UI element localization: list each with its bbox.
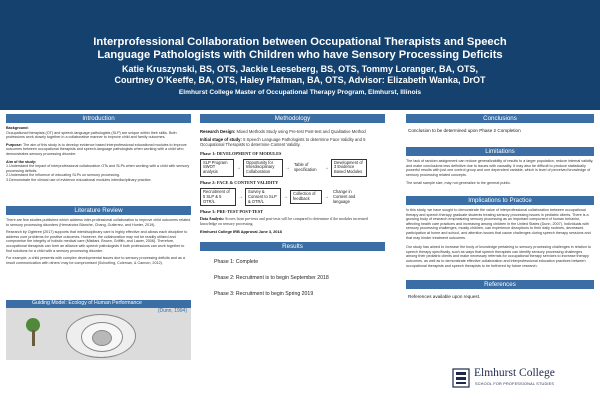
irb-approval: Elmhurst College IRB Approval June 3, 2018	[200, 228, 282, 234]
phase2-flow	[200, 188, 385, 206]
conclusions-text: Conclusion to be determined upon Phase 2 Completion	[408, 128, 521, 133]
authors-line-1: Katie Kruszynski, BS, OTS, Jackie Leeseberg, BS, OTS, Tommy Loranger, BA, OTS,	[122, 64, 478, 74]
conclusions-heading: Conclusions	[406, 114, 594, 123]
phase2-label: Phase 2: FACE & CONTENT VALIDITY	[200, 180, 279, 185]
model-circle-inner	[92, 330, 112, 346]
literature-p3: For example, a child presents with complex developmental issues due to sensory processing deficits and as a result communication with others' may be compromised (Schoeling, Coleman, & Cannon, 2012).	[6, 256, 185, 265]
implications-p2: Our study has aimed to increase the body of knowledge pertaining to sensory processing challenges in relation to speech therapy specifically, such as ways that speech therapists can identify sensory processing challenges among their pediatric clients and make necessary referrals for occupational therapy services to increase therapy outcomes, as well as to demonstrate effective collaboration and interprofessional education practices between occupational therapists and speech therapists to be furthered by future research.	[406, 245, 591, 268]
literature-body	[6, 218, 191, 298]
background-label: Background:	[6, 126, 29, 130]
purpose-text: The aim of this study is to develop evidence based interprofessional educational modules to improve outcomes between occupational therapists and speech-language pathologists when working with a child who demonstrates sensory processing disorder.	[6, 142, 187, 156]
literature-heading: Literature Review	[6, 206, 191, 215]
column-right	[406, 114, 594, 299]
arrow-icon: →	[324, 194, 329, 201]
background-text: Occupational therapists (OT) and speech-language pathologists (SLP) are unique within their skills. Both professions work closely together in a collaborative manner to improve child and family outcomes.	[6, 130, 177, 140]
arrow-icon: →	[236, 164, 241, 171]
design-label: Research Design:	[200, 129, 236, 134]
limitations-p2: The small sample size, may not generalize to the general public.	[406, 181, 511, 186]
phase2-box-4: Change in Content and language	[331, 189, 363, 205]
limitations-heading: Limitations	[406, 147, 594, 156]
arrow-icon: →	[238, 194, 243, 201]
arrow-icon: →	[285, 164, 290, 171]
literature-p2: Research by Ogletree (2017) supports that interdisciplinary care is highly effective and allows each discipline to address core problems for positive outcomes. However, the collaboration may not be readily utilized and compromise the integrity of holistic medical care (Mistlani, Brown, Griffith, and Lawer, 2006). Therefore, occupational therapists can form an alliance with speech pathologists if both professions can work together to find solutions for a child with a sensory processing disorder.	[6, 230, 188, 253]
introduction-body	[6, 126, 191, 206]
phase1-box-4: Development of 3 Evidence Based Modules	[331, 159, 367, 177]
authors-line-2: Courtney O’Keeffe, BA, OTS, Haley Pfafman, BA, OTS, Advisor: Elizabeth Wanka, DrOT	[114, 75, 486, 85]
column-left	[6, 114, 191, 360]
affiliation: Elmhurst College Master of Occupational Therapy Program, Elmhurst, Illinois	[178, 89, 422, 96]
authors	[0, 64, 600, 86]
arrow-icon: →	[283, 194, 288, 201]
methodology-heading: Methodology	[200, 114, 385, 123]
aim-item-3: 3.Demonstrate the clinical use of evidence educational modules interdisciplinary practice.	[6, 177, 152, 182]
column-middle	[200, 114, 385, 297]
logo-subtitle: SCHOOL FOR PROFESSIONAL STUDIES	[475, 382, 555, 386]
poster-title	[0, 36, 600, 62]
purpose-label: Purpose:	[6, 142, 22, 147]
data-analysis-text: Scores from pre-tests and post-tests will be compared to determine if the modules increased knowledge on sensory processing.	[200, 217, 368, 227]
poster-header	[0, 0, 600, 110]
title-line-1: Interprofessional Collaboration between Occupational Therapists and Speech	[93, 36, 507, 48]
aim-item-2: 2.Understand the influence of educating SLPs on sensory processing.	[6, 173, 120, 178]
guiding-model-figure	[6, 300, 191, 360]
data-analysis-label: Data Analysis:	[200, 217, 225, 222]
design-text: Mixed Methods Study using Pre-test Post-test and Qualitative Method	[236, 129, 366, 134]
logo-name: Elmhurst College	[474, 367, 555, 379]
implications-heading: Implications to Practice	[406, 196, 594, 205]
result-item-3: Phase 3: Recruitment to begin Spring 2019	[214, 290, 314, 297]
college-shield-icon	[452, 368, 470, 388]
college-logo	[452, 368, 572, 392]
aim-label: Aim of the study:	[6, 159, 37, 164]
model-citation: (Dunn, 1994)	[157, 308, 187, 314]
initial-text: 5 Speech Language Pathologists to determine Face Validity and 5 Occupational Therapists to determine Content Validity.	[200, 137, 366, 148]
tree-illustration	[26, 318, 40, 346]
literature-p1: There are few studies published which address inter-professional collaboration to improve child outcomes related to sensory processing disorders (Hernandez Blanche, Chang, Gutierrez, and Hunter, 2019).	[6, 218, 191, 227]
limitations-p1: The lack of random assignment can reduce generalizability of results to a larger population, reduce internal validity, and make conclusions less definitive due to issues with causality. It may also be difficult to produce statistically powerful results with just one control group and one dependent variable, which is level of perceived knowledge of sensory processing related concepts.	[406, 159, 594, 177]
initial-label: Initial stage of study:	[200, 137, 242, 143]
implications-p1: In this study, we have sought to demonstrate the value of interprofessional collaboration between occupational therapy and speech therapy graduate students treating sensory processing issues in pediatric clients. There is a growing body of research emphasizing sensory processing as an important component of human behavior, affecting health care practices and increasing among children in the United States (Dunn, 2007). Individuals with sensory processing challenges, mostly children, can experience disruptions to their daily routines, decreased participation at home and school, and attention issues that cause challenges during speech therapy sessions and that may hinder treatment outcomes.	[406, 207, 591, 240]
references-heading: References	[406, 280, 594, 289]
introduction-heading: Introduction	[6, 114, 191, 123]
result-item-2: Phase 2: Recruitment is to begin September 2018	[214, 274, 329, 281]
phase1-label: Phase 1: DEVELOPMENT OF MODULES	[200, 150, 282, 156]
phase3-label: Phase 3: PRE-TEST POST-TEST	[200, 209, 264, 215]
results-heading: Results	[200, 242, 385, 251]
phase2-box-2: Survey & Consent to SLP & OTR/L	[245, 188, 281, 206]
phase1-box-2: Opportunity for Interdisciplinary Collaboration	[243, 159, 283, 177]
arrow-icon: →	[324, 164, 329, 171]
result-item-1: Phase 1: Complete	[214, 258, 259, 265]
phase1-box-3: Table of specification	[292, 162, 322, 174]
phase1-flow	[200, 159, 385, 177]
references-text: References available upon request.	[408, 294, 481, 300]
model-title: Guiding Model: Ecology of Human Performance	[6, 300, 191, 308]
phase2-box-1: Recruitment of 5 SLP & 5 OTR/L	[200, 188, 236, 206]
title-line-2: Language Pathologists with Children who have Sensory Processing Deficits	[97, 49, 503, 61]
phase2-box-3: Collection of feedback	[290, 190, 322, 204]
aim-item-1: 1.Understand the impact of interprofessional collaboration OTs and SLPs when working with a child with sensory processing deficits.	[6, 164, 190, 173]
phase1-box-1: SLP Program SWOT analysis	[200, 159, 234, 177]
